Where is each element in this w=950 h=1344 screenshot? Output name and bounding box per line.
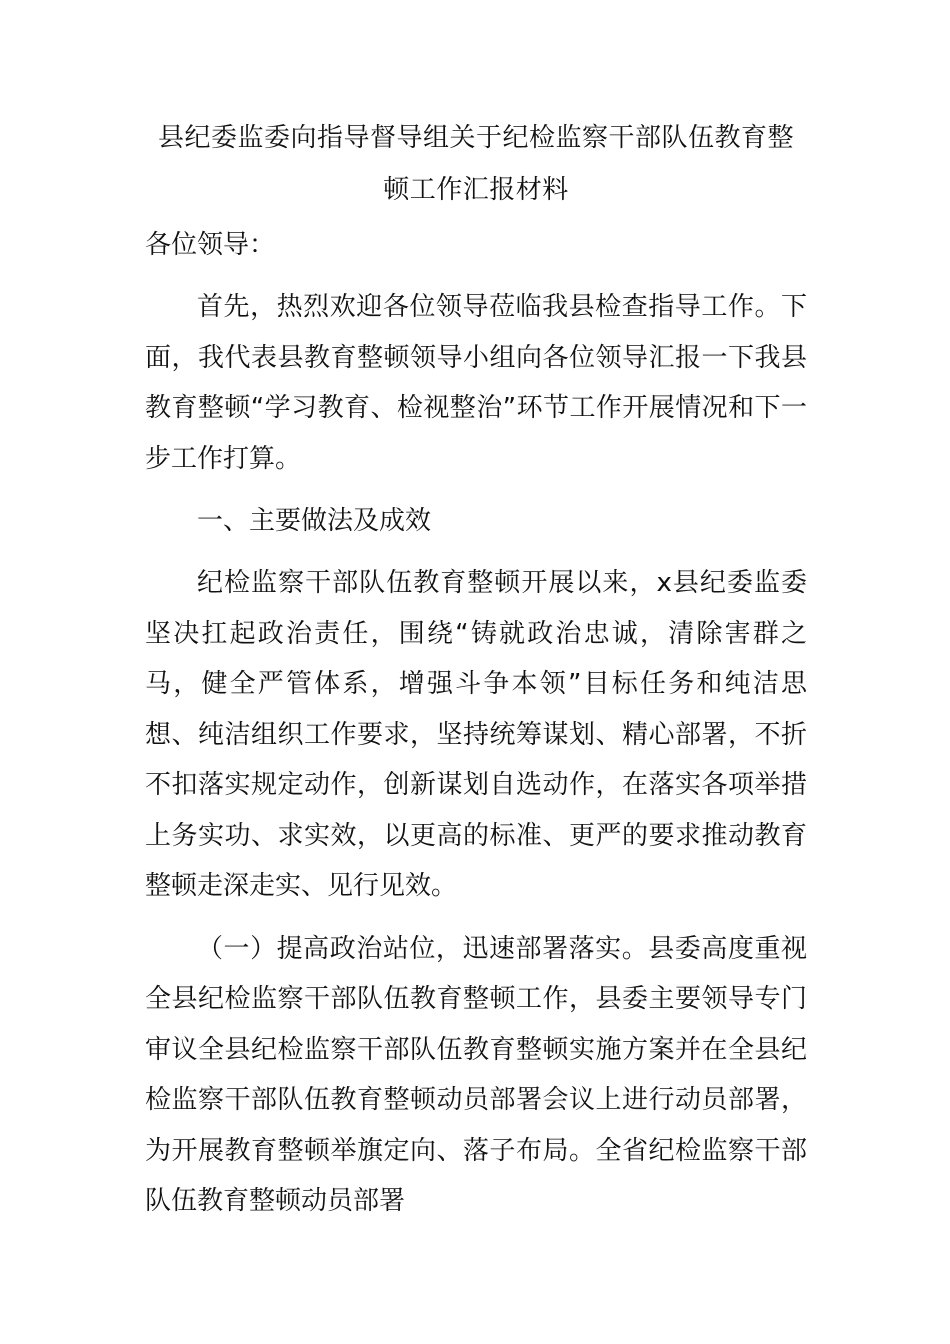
subsection-paragraph-1: （一）提高政治站位，迅速部署落实。县委高度重视全县纪检监察干部队伍教育整顿工作，县委主要领导专门审议全县纪检监察干部队伍教育整顿实施方案并在全县纪检监察干部队伍教育整顿动员部署会议上进行动员部署，为开展教育整顿举旗定向、落子布局。全省纪检监察干部队伍教育整顿动员部署 <box>145 933 807 1216</box>
section-heading-1: 一、主要做法及成效 <box>197 506 432 536</box>
intro-paragraph: 首先，热烈欢迎各位领导莅临我县检查指导工作。下面，我代表县教育整顿领导小组向各位领导汇报一下我县教育整顿“学习教育、检视整治”环节工作开展情况和下一步工作打算。 <box>145 292 807 474</box>
document-title: 县纪委监委向指导督导组关于纪检监察干部队伍教育整顿工作汇报材料 <box>157 123 794 205</box>
section-paragraph-1: 纪检监察干部队伍教育整顿开展以来，x县纪委监委坚决扛起政治责任，围绕“铸就政治忠诚，清除害群之马，健全严管体系，增强斗争本领”目标任务和纯洁思想、纯洁组织工作要求，坚持统筹谋划、精心部署，不折不扣落实规定动作，创新谋划自选动作，在落实各项举措上务实功、求实效，以更高的标准、更严的要求推动教育整顿走深走实、见行见效。 <box>145 568 807 901</box>
salutation: 各位领导： <box>145 230 276 260</box>
document-body <box>145 112 807 1227</box>
